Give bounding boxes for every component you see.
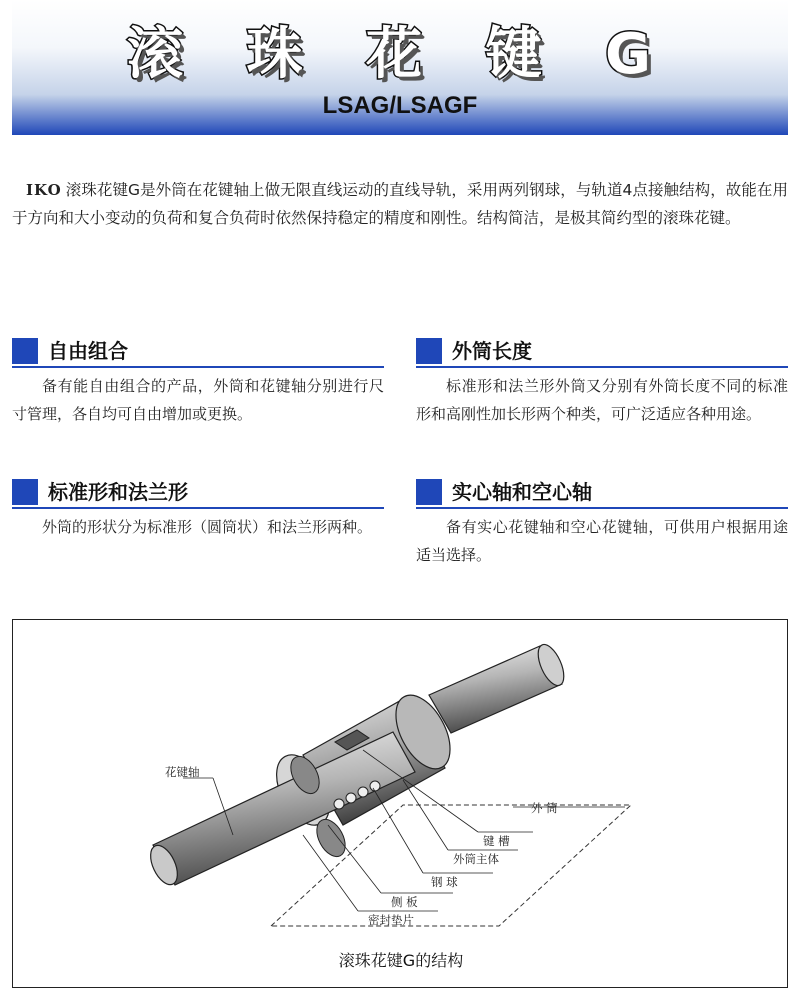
intro-text: 滚珠花键G是外筒在花键轴上做无限直线运动的直线导轨，采用两列钢球，与轨道4点接触结构，故能在用于方向和大小变动的负荷和复合负荷时依然保持稳定的精度和刚性。结构简洁，是极其简约型的滚珠花键。 <box>12 181 788 227</box>
label-shaft: 花键轴 <box>165 765 200 779</box>
steel-ball <box>334 799 344 809</box>
section-free-combination <box>12 336 384 428</box>
figure-caption: 滚珠花键G的结构 <box>338 951 464 970</box>
section-outer-length <box>416 336 788 428</box>
section-marker <box>416 479 442 505</box>
section-marker <box>416 338 442 364</box>
label-side-plate: 侧 板 <box>391 895 418 909</box>
label-keyway: 键 槽 <box>483 834 510 848</box>
label-seal: 密封垫片 <box>368 913 414 927</box>
section-marker <box>12 479 38 505</box>
header-banner <box>12 0 788 135</box>
section-heading <box>416 477 788 509</box>
steel-ball <box>346 793 356 803</box>
structure-figure <box>12 619 788 988</box>
steel-ball <box>358 787 368 797</box>
label-ball: 钢 球 <box>431 875 458 889</box>
page-subtitle: LSAG/LSAGF <box>322 92 478 119</box>
steel-ball <box>370 781 380 791</box>
section-heading <box>416 336 788 368</box>
section-title: 外筒长度 <box>452 339 532 363</box>
section-title: 实心轴和空心轴 <box>452 480 592 504</box>
label-outer: 外 筒 <box>531 801 558 815</box>
leader-body <box>403 780 448 850</box>
section-standard-flange <box>12 477 384 541</box>
section-solid-hollow <box>416 477 788 569</box>
intro-paragraph <box>12 176 788 232</box>
section-body: 外筒的形状分为标准形（圆筒状）和法兰形两种。 <box>42 518 373 536</box>
shaft-front <box>153 732 415 885</box>
leader-side-plate <box>328 825 381 893</box>
label-body: 外筒主体 <box>453 852 499 866</box>
section-body: 备有能自由组合的产品，外筒和花键轴分别进行尺寸管理，各自均可自由增加或更换。 <box>12 377 384 423</box>
section-heading <box>12 477 384 509</box>
section-body: 标准形和法兰形外筒又分别有外筒长度不同的标准形和高刚性加长形两个种类，可广泛适应各种用途。 <box>416 377 788 423</box>
section-marker <box>12 338 38 364</box>
section-heading <box>12 336 384 368</box>
leader-ball <box>373 788 423 873</box>
ball-spline-illustration <box>13 620 786 986</box>
section-title: 标准形和法兰形 <box>48 480 188 504</box>
iko-logo: IKO <box>26 181 62 199</box>
section-body: 备有实心花键轴和空心花键轴，可供用户根据用途适当选择。 <box>416 518 788 564</box>
section-title: 自由组合 <box>48 339 128 363</box>
page-title: 滚 珠 花 键 G <box>127 22 673 87</box>
